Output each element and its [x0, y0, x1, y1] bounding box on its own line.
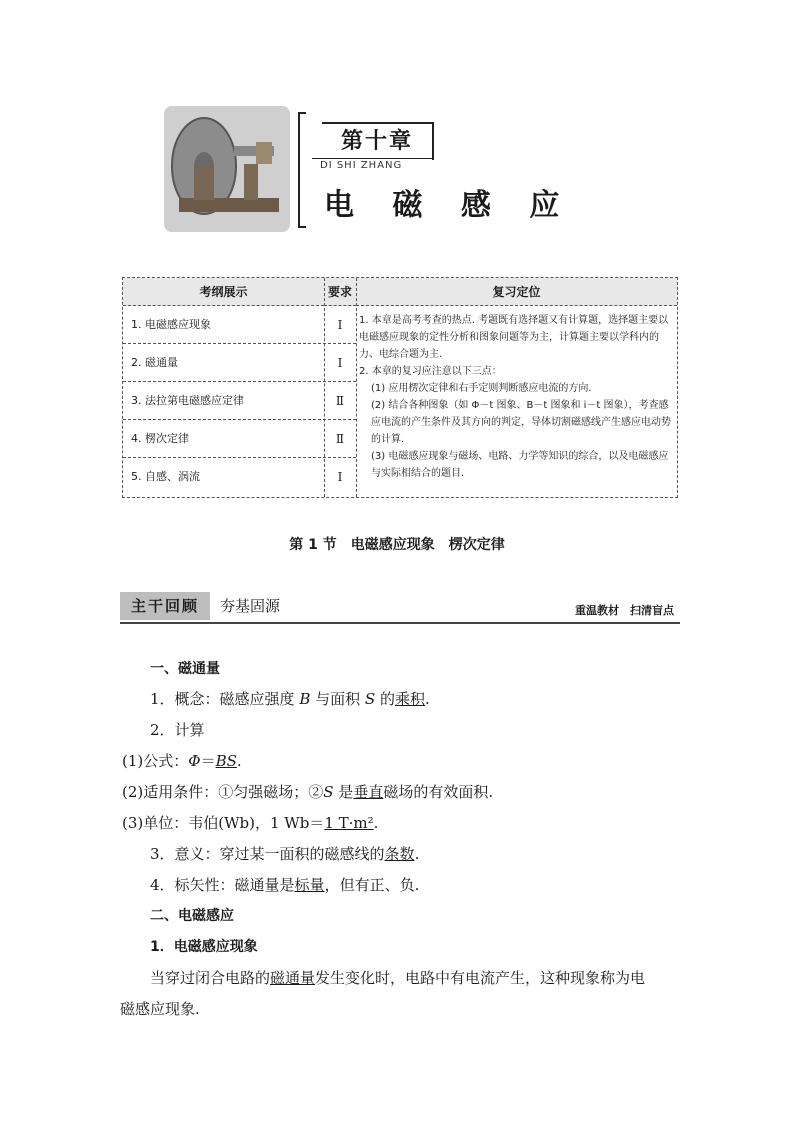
text: 是	[333, 783, 354, 801]
answer-blank: BS	[215, 752, 237, 770]
requirement-level: Ⅰ	[337, 356, 343, 370]
text: 3．意义：穿过某一面积的磁感线的	[150, 845, 385, 863]
text: (2)适用条件：①匀强磁场；②	[122, 783, 324, 801]
review-notes	[359, 312, 671, 482]
chapter-number: 第十章	[322, 122, 434, 160]
concept-line	[150, 688, 430, 709]
answer-blank: 标量	[294, 876, 325, 894]
table-row	[123, 458, 356, 496]
answer-blank: 磁通量	[270, 969, 316, 987]
header-requirement: 要求	[324, 278, 356, 306]
review-item: 2. 本章的复习应注意以下三点：	[359, 366, 502, 377]
topic-label: 5. 自感、涡流	[131, 470, 200, 483]
text: ，但有正、负.	[324, 876, 420, 894]
text: ＝	[200, 752, 216, 770]
text: 的	[375, 690, 395, 708]
text: 当穿过闭合电路的	[150, 969, 271, 987]
text: 4．标矢性：磁通量是	[150, 876, 295, 894]
requirement-level: Ⅱ	[335, 432, 345, 446]
review-item: (3) 电磁感应现象与磁场、电路、力学等知识的综合，以及电磁感应与实际相结合的题目.	[371, 451, 669, 479]
text: 1．概念：磁感应强度	[150, 690, 300, 708]
answer-blank: 垂直	[353, 783, 384, 801]
title-bracket	[298, 112, 306, 228]
banner-tag: 主干回顾	[120, 592, 210, 620]
symbol-S: S	[364, 690, 376, 708]
chapter-pinyin: DI SHI ZHANG	[320, 160, 403, 171]
subheading-phenomenon: 1．电磁感应现象	[150, 939, 258, 955]
symbol-S: S	[323, 783, 334, 801]
calc-heading: 2．计算	[150, 721, 205, 739]
symbol-phi: Φ	[188, 752, 201, 770]
heading-induction: 二、电磁感应	[150, 908, 234, 924]
outline-table	[122, 277, 678, 498]
section-banner	[120, 592, 680, 624]
topic-label: 1. 电磁感应现象	[131, 318, 211, 331]
table-row	[123, 344, 356, 382]
text: .	[424, 690, 430, 708]
text: 与面积	[310, 690, 365, 708]
meaning-line	[150, 843, 419, 864]
text: (3)单位：韦伯(Wb)，1 Wb＝	[122, 814, 325, 832]
banner-subtitle: 夯基固源	[220, 597, 281, 615]
text: 磁场的有效面积.	[383, 783, 494, 801]
review-item: (1) 应用楞次定律和右手定则判断感应电流的方向.	[371, 383, 592, 394]
scalar-line	[150, 874, 419, 895]
requirement-level: Ⅰ	[337, 318, 343, 332]
answer-blank: 1 T·m²	[324, 814, 374, 832]
paragraph-line: 磁感应现象.	[120, 1000, 200, 1018]
chapter-rule	[312, 158, 432, 159]
column-divider	[356, 278, 357, 497]
text: .	[414, 845, 420, 863]
paragraph-line	[150, 967, 645, 988]
section-title: 第 1 节 电磁感应现象 楞次定律	[289, 537, 505, 553]
review-item: 1. 本章是高考考查的热点. 考题既有选择题又有计算题，选择题主要以电磁感应现象的定性分析和图象问题等为主，计算题主要以学科内的力、电综合题为主.	[359, 315, 669, 360]
header-outline: 考纲展示	[123, 278, 324, 306]
requirement-level: Ⅰ	[337, 470, 343, 484]
text: (1)公式：	[122, 752, 189, 770]
review-item: (2) 结合各种图象（如 Φ－t 图象、B－t 图象和 i－t 图象），考查感应电流的产生条件及其方向的判定，导体切割磁感线产生感应电动势的计算.	[371, 400, 671, 445]
heading-flux: 一、磁通量	[150, 661, 220, 677]
table-row	[123, 306, 356, 344]
banner-slogan: 重温教材 扫清盲点	[575, 604, 674, 617]
symbol-B: B	[299, 690, 311, 708]
chapter-name: 电 磁 感 应	[324, 188, 574, 223]
unit-line	[122, 812, 378, 833]
condition-line	[122, 781, 493, 802]
answer-blank: 条数	[384, 845, 415, 863]
table-row	[123, 382, 356, 420]
text: .	[236, 752, 242, 770]
text: .	[373, 814, 379, 832]
answer-blank: 乘积	[394, 690, 425, 708]
chapter-photo	[164, 106, 290, 232]
header-review: 复习定位	[356, 278, 677, 306]
text: 发生变化时，电路中有电流产生，这种现象称为电	[315, 969, 646, 987]
topic-label: 2. 磁通量	[131, 356, 178, 369]
topic-label: 4. 楞次定律	[131, 432, 189, 445]
topic-label: 3. 法拉第电磁感应定律	[131, 394, 244, 407]
requirement-level: Ⅱ	[335, 394, 345, 408]
formula-line	[122, 750, 242, 771]
table-row	[123, 420, 356, 458]
